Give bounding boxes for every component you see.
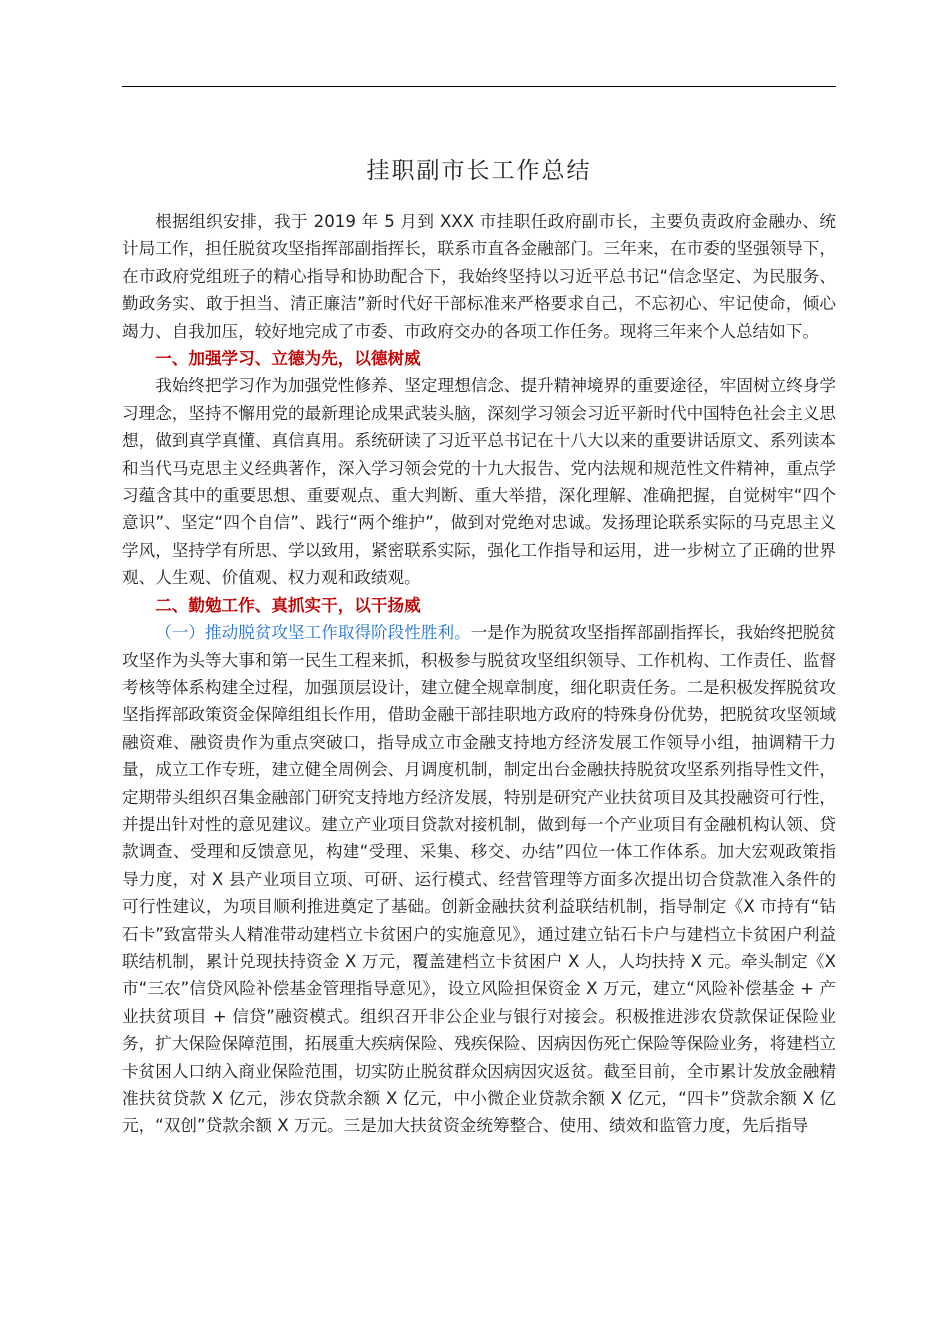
subsection-1-text: 一是作为脱贫攻坚指挥部副指挥长，我始终把脱贫攻坚作为头等大事和第一民生工程来抓，积极参与脱贫攻坚组织领导、工作机构、工作责任、监督考核等体系构建全过程，加强顶层设计，建立健全规章制度，细化职责任务。二是积极发挥脱贫攻坚指挥部政策资金保障组组长作用，借助金融干部挂职地方政府的特殊身份优势，把脱贫攻坚领域融资难、融资贵作为重点突破口，指导成立市金融支持地方经济发展工作领导小组，抽调精干力量，成立工作专班，建立健全周例会、月调度机制，制定出台金融扶持脱贫攻坚系列指导性文件，定期带头组织召集金融部门研究支持地方经济发展，特别是研究产业扶贫项目及其投融资可行性，并提出针对性的意见建议。建立产业项目贷款对接机制，做到每一个产业项目有金融机构认领、贷款调查、受理和反馈意见，构建“受理、采集、移交、办结”四位一体工作体系。加大宏观政策指导力度，对 X 县产业项目立项、可研、运行模式、经营管理等方面多次提出切合贷款准入条件的可行性建议，为项目顺利推进奠定了基础。创新金融扶贫利益联结机制，指导制定《X 市持有“钻石卡”致富带头人精准带动建档立卡贫困户的实施意见》，通过建立钻石卡户与建档立卡贫困户利益联结机制，累计兑现扶持资金 X 万元，覆盖建档立卡贫困户 X 人，人均扶持 X 元。牵头制定《X 市“三农”信贷风险补偿基金管理指导意见》，设立风险担保资金 X 万元，建立“风险补偿基金 + 产业扶贫项目 + 信贷”融资模式。组织召开非公企业与银行对接会。积极推进涉农贷款保证保险业务，扩大保险保障范围，拓展重大疾病保险、残疾保险、因病因伤死亡保险等保险业务，将建档立卡贫困人口纳入商业保险范围，切实防止脱贫群众因病因灾返贫。截至目前，全市累计发放金融精准扶贫贷款 X 亿元，涉农贷款余额 X 亿元，中小微企业贷款余额 X 亿元，“四卡”贷款余额 X 亿元，“双创”贷款余额 X 万元。三是加大扶贫资金统筹整合、使用、绩效和监管力度，先后指导 xyxy=(122,623,837,1136)
document-title: 挂职副市长工作总结 xyxy=(366,158,592,184)
section-2-paragraph xyxy=(122,619,836,1140)
subsection-heading-1: （一）推动脱贫攻坚工作取得阶段性胜利。 xyxy=(155,623,471,643)
header-rule xyxy=(122,86,836,87)
document-body xyxy=(122,208,836,1140)
intro-paragraph: 根据组织安排，我于 2019 年 5 月到 XXX 市挂职任政府副市长，主要负责政府金融办、统计局工作，担任脱贫攻坚指挥部副指挥长，联系市直各金融部门。三年来，在市委的坚强领导下，在市政府党组班子的精心指导和协助配合下，我始终坚持以习近平总书记“信念坚定、为民服务、勤政务实、敢于担当、清正廉洁”新时代好干部标准来严格要求自己，不忘初心、牢记使命，倾心竭力、自我加压，较好地完成了市委、市政府交办的各项工作任务。现将三年来个人总结如下。 xyxy=(122,212,836,341)
section-heading-1: 一、加强学习、立德为先，以德树威 xyxy=(155,349,421,369)
section-1-paragraph: 我始终把学习作为加强党性修养、坚定理想信念、提升精神境界的重要途径，牢固树立终身学习理念，坚持不懈用党的最新理论成果武装头脑，深刻学习领会习近平新时代中国特色社会主义思想，做到真学真懂、真信真用。系统研读了习近平总书记在十八大以来的重要讲话原文、系列读本和当代马克思主义经典著作，深入学习领会党的十九大报告、党内法规和规范性文件精神，重点学习蕴含其中的重要思想、重要观点、重大判断、重大举措，深化理解、准确把握，自觉树牢“四个意识”、坚定“四个自信”、践行“两个维护”，做到对党绝对忠诚。发扬理论联系实际的马克思主义学风，坚持学有所思、学以致用，紧密联系实际，强化工作指导和运用，进一步树立了正确的世界观、人生观、价值观、权力观和政绩观。 xyxy=(122,376,836,588)
section-heading-2: 二、勤勉工作、真抓实干，以干扬威 xyxy=(155,595,421,615)
